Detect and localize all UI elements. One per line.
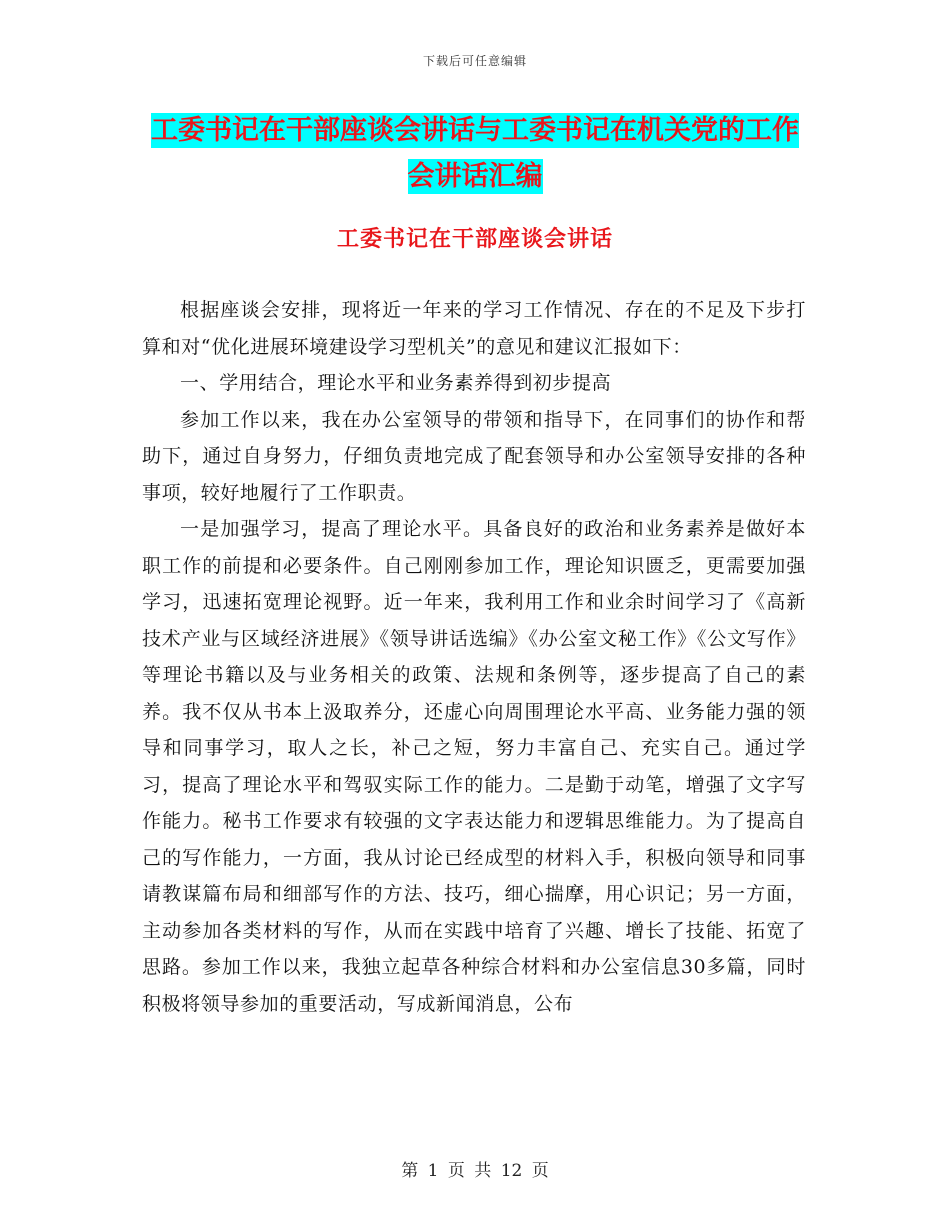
header-note: 下载后可任意编辑 <box>422 54 527 68</box>
paragraph-study-writing: 一是加强学习，提高了理论水平。具备良好的政治和业务素养是做好本职工作的前提和必要条件。自己刚刚参加工作，理论知识匮乏，更需要加强学习，迅速拓宽理论视野。近一年来，我利用工作和业余时间学习了《高新技术产业与区域经济进展》《领导讲话选编》《办公室文秘工作》《公文写作》等理论书籍以及与业务相关的政策、法规和条例等，逐步提高了自己的素养。我不仅从书本上汲取养分，还虚心向周围理论水平高、业务能力强的领导和同事学习，取人之长，补己之短，努力丰富自己、充实自己。通过学习，提高了理论水平和驾驭实际工作的能力。二是勤于动笔，增强了文字写作能力。秘书工作要求有较强的文字表达能力和逻辑思维能力。为了提高自己的写作能力，一方面，我从讨论已经成型的材料入手，积极向领导和同事请教谋篇布局和细部写作的方法、技巧，细心揣摩，用心识记；另一方面，主动参加各类材料的写作，从而在实践中培育了兴趣、增长了技能、拓宽了思路。参加工作以来，我独立起草各种综合材料和办公室信息30多篇，同时积极将领导参加的重要活动，写成新闻消息，公布 <box>142 518 806 1015</box>
document-title <box>140 108 810 200</box>
page-number-footer: 第 1 页 共 12 页 <box>401 1161 549 1181</box>
paragraph-heading-1: 一、学用结合，理论水平和业务素养得到初步提高 <box>180 372 612 394</box>
paragraph-work-summary: 参加工作以来，我在办公室领导的带领和指导下，在同事们的协作和帮助下，通过自身努力，仔细负责地完成了配套领导和办公室领导安排的各种事项，较好地履行了工作职责。 <box>142 408 806 504</box>
section-title: 工委书记在干部座谈会讲话 <box>336 227 613 252</box>
paragraph-intro: 根据座谈会安排，现将近一年来的学习工作情况、存在的不足及下步打算和对“优化进展环境建设学习型机关”的意见和建议汇报如下： <box>142 299 806 358</box>
document-title-text: 工委书记在干部座谈会讲话与工委书记在机关党的工作会讲话汇编 <box>151 115 799 192</box>
document-body <box>142 292 806 1022</box>
